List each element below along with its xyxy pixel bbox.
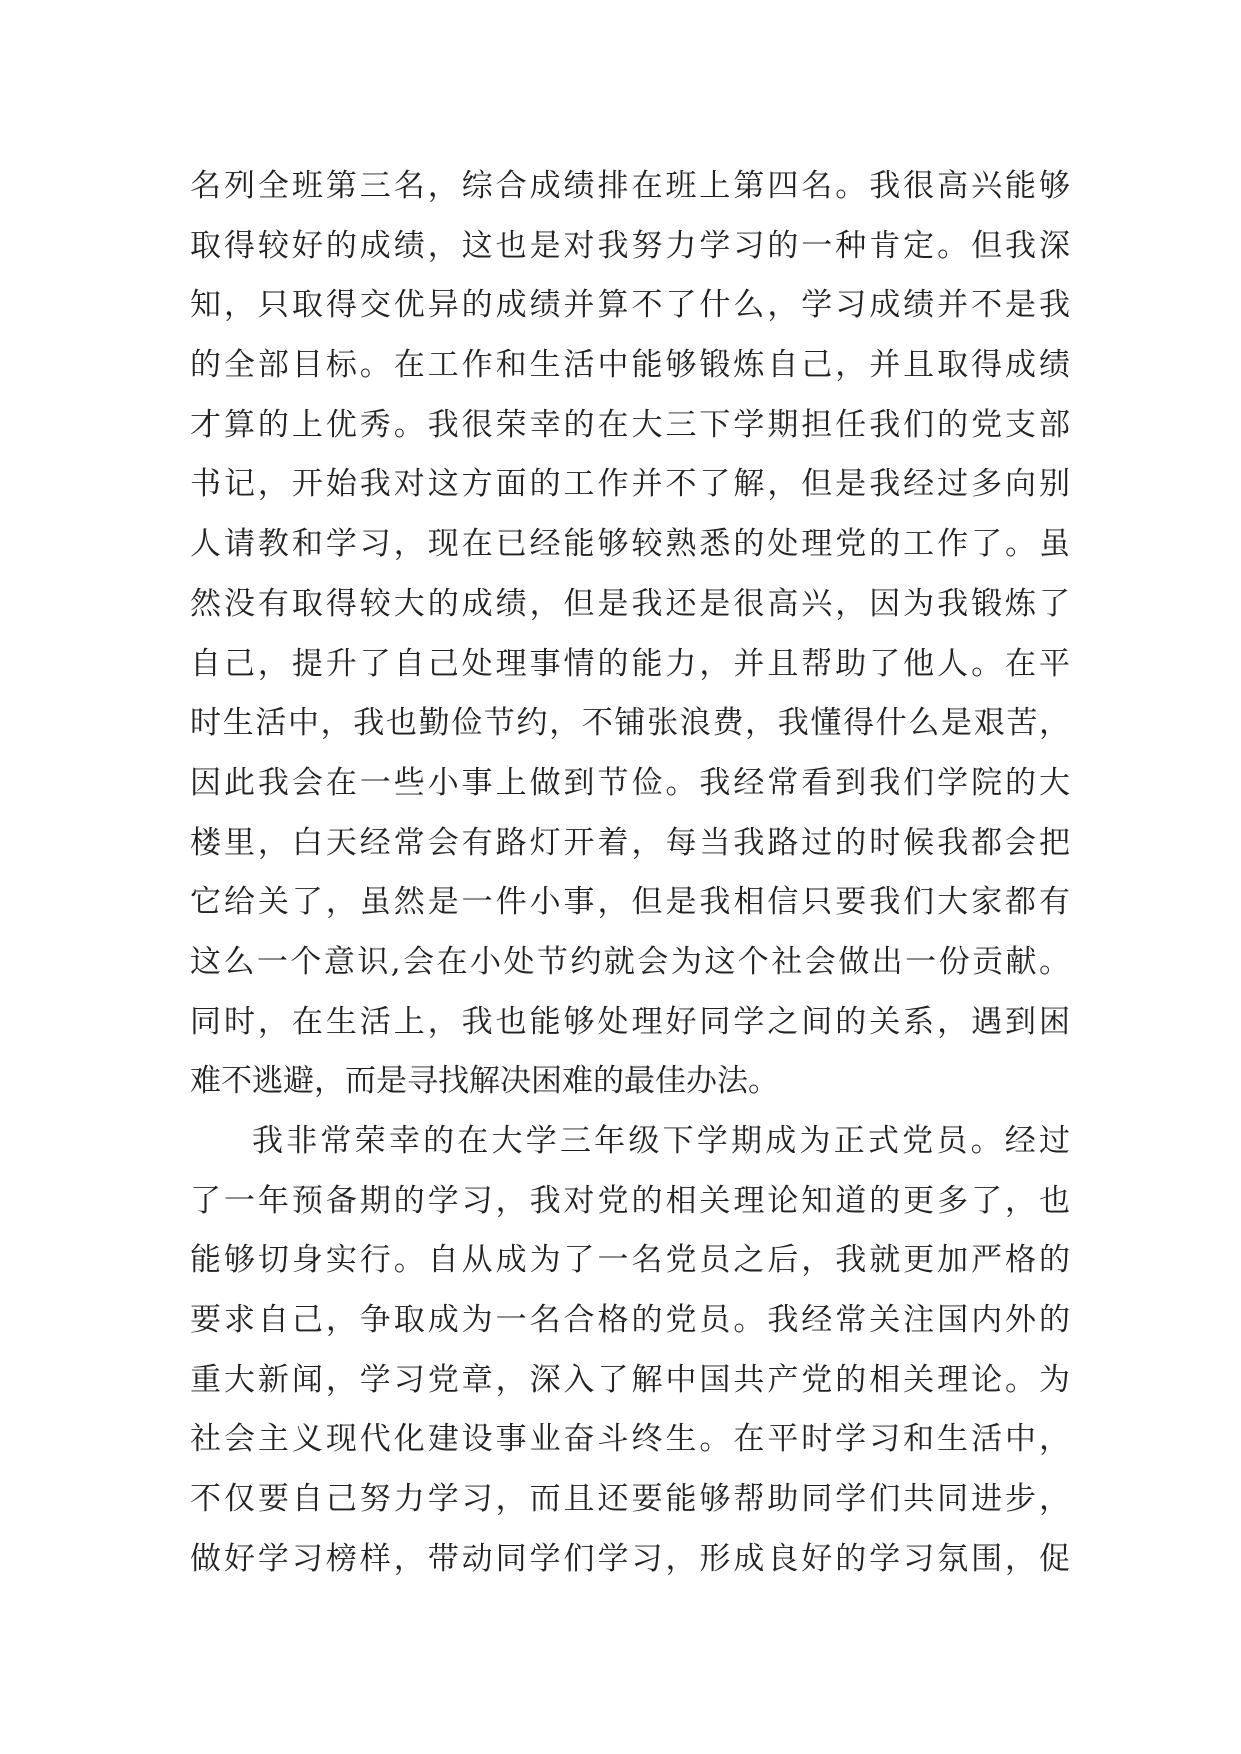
text-line: 要求自己，争取成为一名合格的党员。我经常关注国内外的 <box>190 1302 1070 1339</box>
text-line: 我非常荣幸的在大学三年级下学期成为正式党员。经过 <box>252 1123 1070 1159</box>
text-line: 人请教和学习，现在已经能够较熟悉的处理党的工作了。虽 <box>190 526 1070 563</box>
text-line: 时生活中，我也勤俭节约，不铺张浪费，我懂得什么是艰苦， <box>190 705 1070 742</box>
text-line: 知，只取得交优异的成绩并算不了什么，学习成绩并不是我 <box>190 287 1070 324</box>
text-line: 的全部目标。在工作和生活中能够锻炼自己，并且取得成绩 <box>190 347 1070 384</box>
text-line: 取得较好的成绩，这也是对我努力学习的一种肯定。但我深 <box>190 227 1070 264</box>
text-line: 才算的上优秀。我很荣幸的在大三下学期担任我们的党支部 <box>190 406 1070 443</box>
text-line: 同时，在生活上，我也能够处理好同学之间的关系，遇到困 <box>190 1003 1070 1040</box>
text-line: 书记，开始我对这方面的工作并不了解，但是我经过多向别 <box>190 466 1070 503</box>
text-line: 因此我会在一些小事上做到节俭。我经常看到我们学院的大 <box>190 764 1070 801</box>
text-line: 做好学习榜样，带动同学们学习，形成良好的学习氛围，促 <box>190 1540 1070 1577</box>
text-line: 名列全班第三名，综合成绩排在班上第四名。我很高兴能够 <box>190 168 1070 204</box>
text-line: 自己，提升了自己处理事情的能力，并且帮助了他人。在平 <box>190 645 1070 682</box>
text-line: 社会主义现代化建设事业奋斗终生。在平时学习和生活中， <box>190 1421 1070 1458</box>
text-line: 它给关了，虽然是一件小事，但是我相信只要我们大家都有 <box>190 884 1070 921</box>
body-text <box>190 157 1070 1590</box>
text-line: 这么一个意识,会在小处节约就会为这个社会做出一份贡献。 <box>190 943 1070 980</box>
text-line: 然没有取得较大的成绩，但是我还是很高兴，因为我锻炼了 <box>190 585 1070 622</box>
text-line: 难不逃避，而是寻找解决困难的最佳办法。 <box>190 1063 779 1100</box>
text-line: 不仅要自己努力学习，而且还要能够帮助同学们共同进步， <box>190 1481 1070 1518</box>
text-line: 楼里，白天经常会有路灯开着，每当我路过的时候我都会把 <box>190 824 1070 861</box>
text-line: 能够切身实行。自从成为了一名党员之后，我就更加严格的 <box>190 1242 1070 1279</box>
text-line: 重大新闻，学习党章，深入了解中国共产党的相关理论。为 <box>190 1361 1070 1398</box>
text-line: 了一年预备期的学习，我对党的相关理论知道的更多了，也 <box>190 1182 1070 1219</box>
